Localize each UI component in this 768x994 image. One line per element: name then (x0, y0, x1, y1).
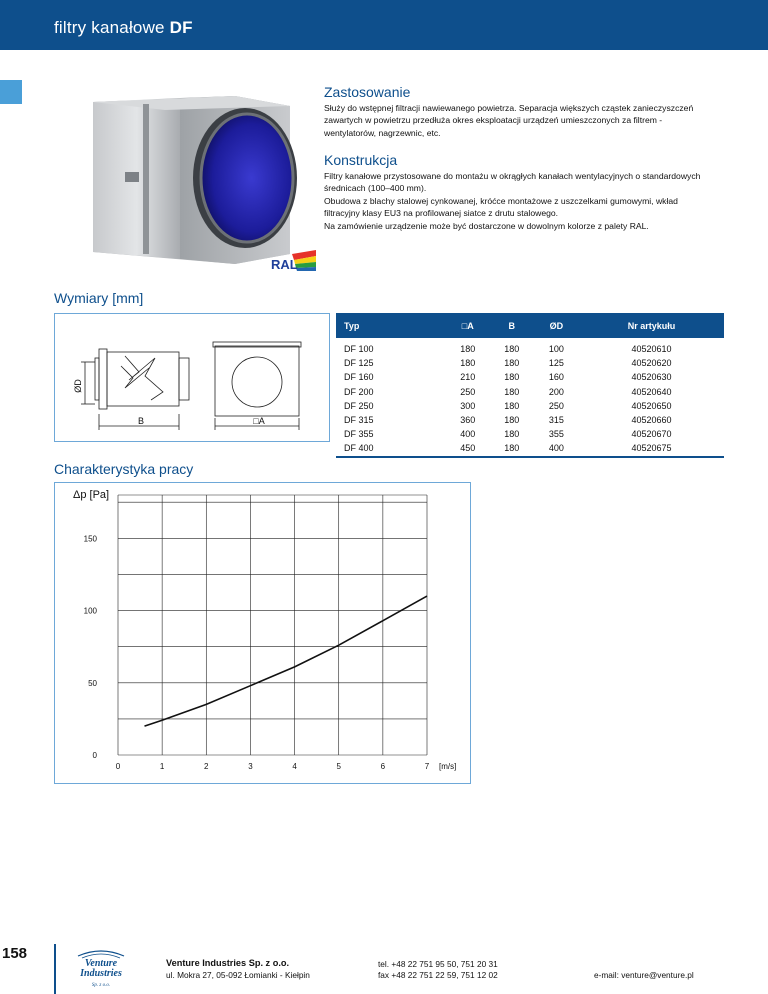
venture-logo (72, 948, 130, 990)
footer-fax: fax +48 22 751 22 59, 751 12 02 (378, 970, 498, 980)
table-cell: 180 (504, 429, 520, 440)
table-cell: 40520620 (631, 358, 672, 369)
table-cell: DF 355 (344, 429, 374, 440)
y-tick-label: 100 (83, 606, 97, 616)
table-cell: 180 (504, 344, 520, 355)
table-cell: 200 (548, 386, 564, 397)
zastosowanie-line: zawartych w powietrzu przedłuża okres eksploatacji urządzeń umieszczonych za filtrem - (324, 115, 663, 126)
footer-divider (54, 944, 56, 994)
table-cell: 40520610 (631, 344, 672, 355)
table-cell: 180 (504, 386, 520, 397)
table-header-row (336, 313, 724, 338)
table-cell: 40520650 (631, 400, 672, 411)
x-axis-label: [m/s] (439, 762, 457, 771)
zastosowanie-line: wentylatorów, nagrzewnic, etc. (324, 127, 441, 138)
table-cell: 180 (504, 372, 520, 383)
page-header (0, 0, 768, 50)
logo-text-line3: Sp. z o.o. (91, 983, 111, 988)
table-cell: 40520675 (579, 441, 724, 456)
table-cell: 180 (490, 441, 534, 456)
page-title-bold: DF (169, 18, 193, 37)
table-row (336, 441, 724, 456)
logo-text-line2: Industries (80, 968, 122, 979)
table-cell: 400 (534, 441, 579, 456)
logo-text-line1: Venture (84, 958, 118, 969)
side-tab-marker (0, 80, 22, 104)
pressure-drop-curve (145, 596, 428, 726)
footer-company-name: Venture Industries Sp. z o.o. (166, 958, 290, 968)
table-cell: DF 100 (344, 344, 374, 355)
table-row (336, 427, 724, 441)
product-image (85, 94, 300, 266)
table-cell: 125 (548, 358, 564, 369)
spec-table (336, 313, 724, 458)
section-title-charakterystyka: Charakterystyka pracy (54, 461, 194, 477)
dimension-label-a: □A (253, 416, 265, 426)
table-header-cell: Typ (336, 313, 446, 338)
table-cell: 40520630 (631, 372, 672, 383)
section-title-zastosowanie: Zastosowanie (324, 84, 411, 100)
section-title-konstrukcja: Konstrukcja (324, 152, 398, 168)
table-cell: 355 (548, 429, 564, 440)
y-tick-label: 150 (83, 534, 97, 544)
table-cell: 180 (504, 415, 520, 426)
page-title-light: filtry kanałowe (54, 18, 165, 37)
dimension-drawing-box (54, 313, 330, 442)
x-tick-label: 6 (380, 762, 386, 771)
ral-logo (270, 250, 318, 272)
table-cell: DF 125 (344, 358, 374, 369)
table-cell: 180 (460, 358, 476, 369)
x-tick-label: 5 (336, 762, 341, 771)
dimension-drawing (55, 314, 329, 441)
table-header-cell: B (490, 313, 534, 338)
table-cell: 450 (446, 441, 490, 456)
table-cell: DF 160 (344, 372, 374, 383)
table-header-cell: □A (446, 313, 490, 338)
x-tick-label: 0 (115, 762, 121, 771)
table-header-cell: Nr artykułu (579, 313, 724, 338)
zastosowanie-line: Służy do wstępnej filtracji nawiewanego powietrza. Separacja większych cząstek zanieczyszczeń (324, 103, 694, 113)
table-cell: 210 (460, 372, 476, 383)
page-number: 158 (2, 945, 28, 962)
konstrukcja-line: filtracyjny klasy EU3 na profilowanej siatce z drutu stalowego. (324, 208, 559, 219)
table-cell: 315 (548, 415, 564, 426)
footer-address: ul. Mokra 27, 05-092 Łomianki - Kiełpin (166, 970, 310, 980)
ral-logo-text: RAL (271, 257, 298, 272)
table-cell: 400 (460, 429, 476, 440)
konstrukcja-line: Obudowa z blachy stalowej cynkowanej, króćce montażowe z uszczelkami gumowymi, wkład (324, 195, 678, 206)
table-cell: 180 (460, 344, 476, 355)
performance-chart-box (54, 482, 471, 784)
table-cell: 180 (504, 400, 520, 411)
table-cell: 250 (548, 400, 564, 411)
dimension-label-diameter: ØD (73, 379, 83, 393)
table-header-cell: ØD (534, 313, 579, 338)
footer-email: e-mail: venture@venture.pl (594, 970, 694, 980)
table-cell: DF 315 (344, 415, 374, 426)
table-row (336, 385, 724, 399)
table-cell: 180 (504, 358, 520, 369)
table-cell: 100 (548, 344, 564, 355)
y-tick-label: 0 (92, 751, 97, 760)
section-title-wymiary: Wymiary [mm] (54, 290, 144, 306)
table-cell: 160 (548, 372, 564, 383)
y-tick-label: 50 (88, 678, 97, 688)
table-cell: 40520640 (631, 386, 672, 397)
table-cell: 360 (460, 415, 476, 426)
table-row (336, 338, 724, 356)
x-tick-label: 7 (424, 762, 430, 771)
table-row (336, 370, 724, 384)
table-cell: 250 (460, 386, 476, 397)
table-cell: DF 250 (344, 400, 374, 411)
y-axis-label: Δp [Pa] (73, 489, 110, 501)
table-cell: DF 200 (344, 386, 374, 397)
performance-chart (55, 483, 470, 783)
konstrukcja-paragraph (324, 170, 724, 232)
konstrukcja-line: Na zamówienie urządzenie może być dostarczone w dowolnym kolorze z palety RAL. (324, 220, 649, 231)
dimension-label-b: B (137, 416, 145, 426)
x-tick-label: 4 (292, 762, 297, 771)
konstrukcja-line: Filtry kanałowe przystosowane do montażu w okrągłych kanałach wentylacyjnych o standardowych (324, 171, 701, 181)
table-row (336, 399, 724, 413)
x-tick-label: 2 (204, 762, 209, 771)
konstrukcja-line: średnicach (100–400 mm). (324, 183, 427, 194)
page-title (54, 18, 193, 38)
table-cell: 300 (460, 400, 476, 411)
table-row (336, 356, 724, 370)
x-tick-label: 1 (159, 762, 165, 771)
zastosowanie-paragraph (324, 102, 724, 139)
x-tick-label: 3 (248, 762, 253, 771)
table-cell: DF 400 (336, 441, 446, 456)
footer-tel: tel. +48 22 751 95 50, 751 20 31 (378, 959, 498, 969)
table-row (336, 413, 724, 427)
table-cell: 40520670 (631, 429, 672, 440)
footer-company (166, 958, 289, 968)
table-cell: 40520660 (631, 415, 672, 426)
